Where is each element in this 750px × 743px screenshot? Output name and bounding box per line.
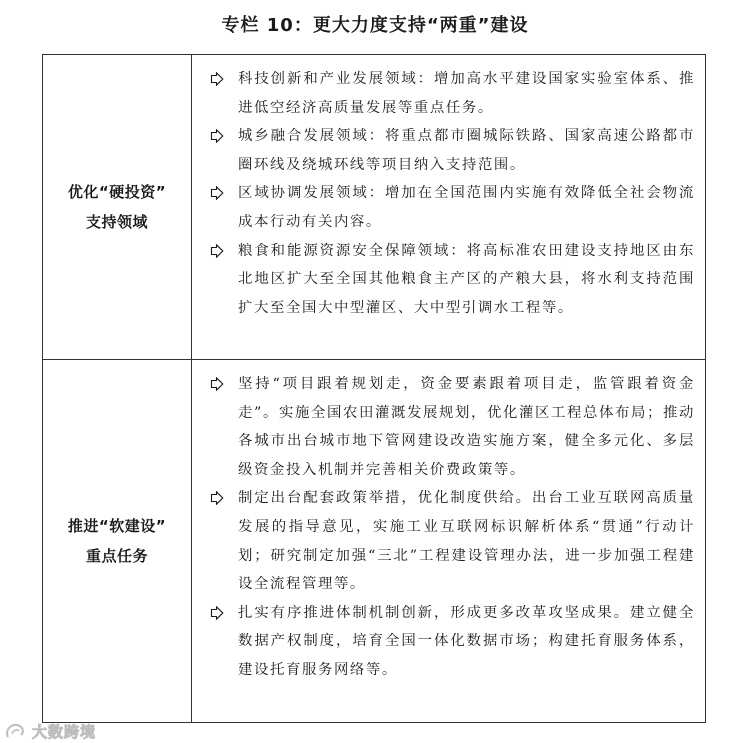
- list-item: [202, 484, 695, 598]
- hollow-arrow-icon: [210, 606, 224, 620]
- hollow-arrow-icon: [210, 129, 224, 143]
- list-item: [202, 237, 695, 323]
- page-title: 专栏 10：更大力度支持“两重”建设: [221, 15, 529, 36]
- table-row: [43, 55, 706, 360]
- column-box: [42, 54, 706, 723]
- row-content-soft-construction: [192, 360, 706, 723]
- list-item: [202, 599, 695, 685]
- list-item: [202, 370, 695, 484]
- bullet-list: [202, 65, 695, 322]
- list-item-text: 制定出台配套政策举措，优化制度供给。出台工业互联网高质量发展的指导意见，实施工业互联网标识解析体系“贯通”行动计划；研究制定加强“三北”工程建设管理办法，进一步加强工程建设全流程管理等。: [238, 490, 695, 593]
- list-item: [202, 65, 695, 122]
- row-label-line: 优化“硬投资”: [67, 183, 167, 201]
- list-item-text: 粮食和能源资源安全保障领域：将高标准农田建设支持地区由东北地区扩大至全国其他粮食主产区的产粮大县，将水利支持范围扩大至全国大中型灌区、大中型引调水工程等。: [238, 242, 695, 316]
- list-item-text: 坚持“项目跟着规划走，资金要素跟着项目走，监管跟着资金走”。实施全国农田灌溉发展规划，优化灌区工程总体布局；推动各城市出台城市地下管网建设改造实施方案，健全多元化、多层级资金投入机制并完善相关价费政策等。: [238, 376, 695, 478]
- row-label-hard-investment: [43, 55, 192, 360]
- list-item: [202, 179, 695, 236]
- row-label-line: 重点任务: [85, 547, 148, 565]
- watermark-logo-icon: [4, 721, 26, 741]
- row-label-soft-construction: [43, 360, 192, 723]
- hollow-arrow-icon: [210, 377, 224, 391]
- hollow-arrow-icon: [210, 186, 224, 200]
- list-item: [202, 122, 695, 179]
- list-item-text: 城乡融合发展领域：将重点都市圈城际铁路、国家高速公路都市圈环线及绕城环线等项目纳入支持范围。: [238, 128, 695, 173]
- row-content-hard-investment: [192, 55, 706, 360]
- row-label-line: 支持领域: [85, 213, 148, 231]
- hollow-arrow-icon: [210, 491, 224, 505]
- table-row: [43, 360, 706, 723]
- hollow-arrow-icon: [210, 244, 224, 258]
- watermark-text: 大数跨境: [32, 722, 97, 741]
- watermark: [4, 719, 96, 743]
- hollow-arrow-icon: [210, 72, 224, 86]
- bullet-list: [202, 370, 695, 685]
- row-label-line: 推进“软建设”: [67, 517, 167, 535]
- list-item-text: 区域协调发展领域：增加在全国范围内实施有效降低全社会物流成本行动有关内容。: [238, 185, 695, 230]
- list-item-text: 扎实有序推进体制机制创新，形成更多改革攻坚成果。建立健全数据产权制度，培育全国一体化数据市场；构建托育服务体系，建设托育服务网络等。: [238, 604, 695, 678]
- list-item-text: 科技创新和产业发展领域：增加高水平建设国家实验室体系、推进低空经济高质量发展等重点任务。: [238, 71, 695, 116]
